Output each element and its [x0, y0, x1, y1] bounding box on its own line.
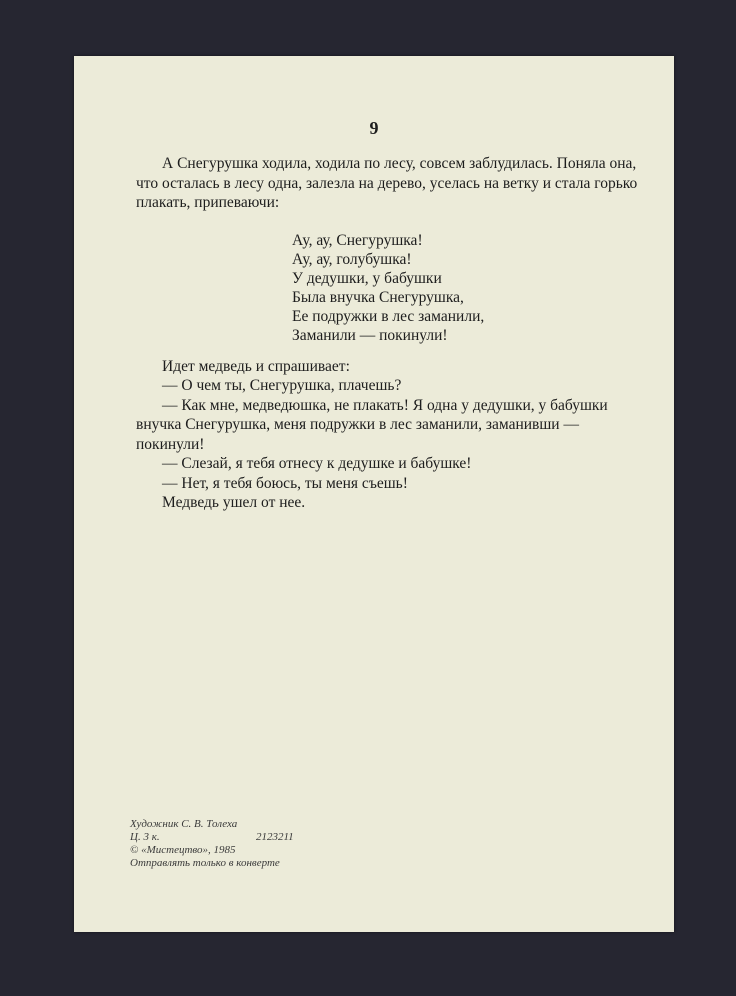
imprint-note: Отправлять только в конверте	[130, 857, 280, 869]
dialogue-line: — Слезай, я тебя отнесу к дедушке и бабушке!	[162, 455, 472, 472]
postcard	[74, 56, 674, 932]
imprint-artist: Художник С. В. Толеха	[130, 818, 238, 830]
imprint-copyright: © «Мистецтво», 1985	[130, 844, 236, 856]
publisher-imprint	[130, 818, 430, 870]
song-line: Заманили — покинули!	[292, 326, 448, 344]
dialogue-line: — Нет, я тебя боюсь, ты меня съешь!	[162, 474, 408, 492]
imprint-price: Ц. 3 к.	[130, 831, 160, 843]
dialogue	[136, 357, 638, 513]
song-line: Ее подружки в лес заманили,	[292, 307, 485, 325]
imprint-code: 2123211	[256, 831, 294, 843]
dialogue-line: Идет медведь и спрашивает:	[162, 357, 350, 375]
dialogue-line: — Как мне, медведюшка, не плакать! Я одна у дедушки, у бабушки внучка Снегурушка, меня подружки в лес заманили, заманивши — покинули!	[136, 396, 608, 453]
song-line: Ау, ау, голубушка!	[292, 250, 412, 268]
imprint-price-row	[130, 831, 430, 844]
song-line: У дедушки, у бабушки	[292, 269, 442, 287]
song-verse	[292, 231, 638, 345]
song-line: Ау, ау, Снегурушка!	[292, 231, 423, 249]
story-text	[136, 154, 638, 513]
dialogue-line: Медведь ушел от нее.	[162, 494, 306, 511]
story-intro: А Снегурушка ходила, ходила по лесу, совсем заблудилась. Поняла она, что осталась в лесу одна, залезла на дерево, уселась на ветку и стала горько плакать, припеваючи:	[136, 155, 638, 211]
song-line: Была внучка Снегурушка,	[292, 288, 464, 306]
dialogue-line: — О чем ты, Снегурушка, плачешь?	[162, 377, 402, 394]
page-number: 9	[369, 118, 379, 138]
